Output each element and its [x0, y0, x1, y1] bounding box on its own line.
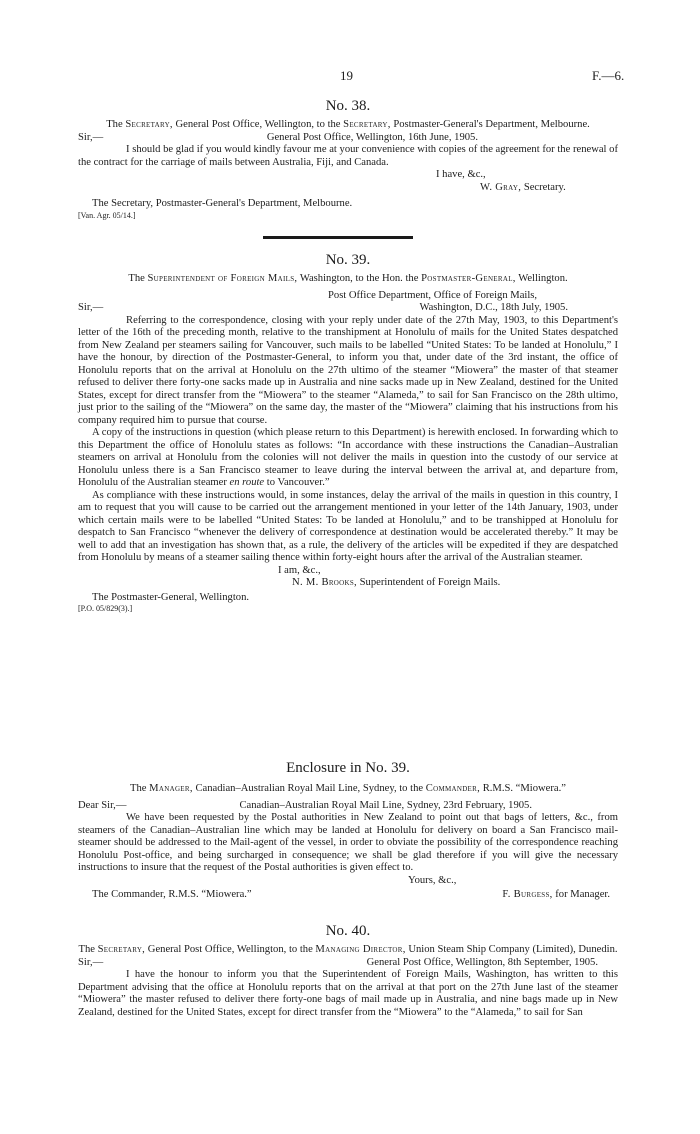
page-number: 19 [340, 68, 353, 83]
section-divider [263, 236, 413, 239]
place-date: General Post Office, Wellington, 16th June, 1905. [266, 131, 478, 143]
letter-body: I have the honour to inform you that the Superintendent of Foreign Mails, Washington, has written to this Department advising that the office at Honolulu reports that on the arrival at that port on the 27th June last of the steamer “Miowera” the master refused to deliver there forty-one bags of mail made up in Australia, and nine bags made up in New Zealand, destined for the United States, except for direct transfer from the “Miowera” to the “Alameda,” to sail for San [78, 969, 618, 1018]
place-date: General Post Office, Wellington, 8th September, 1905. [366, 956, 598, 968]
place-date: Canadian–Australian Royal Mail Line, Sydney, 23rd February, 1905. [239, 799, 532, 811]
letter-heading: The Secretary, General Post Office, Wellington, to the Secretary, Postmaster-General's Department, Melbourne. [106, 119, 590, 130]
signature: N. M. Brooks, Superintendent of Foreign Mails. [292, 577, 501, 588]
closing: I am, &c., [278, 564, 321, 576]
signature-line [78, 889, 618, 902]
letter-paragraph-3: As compliance with these instructions would, in some instances, delay the arrival of the mails in question in this country, I am to request that you will cause to be carried out the arrangement mentioned in your letter of the 14th January, 1903, under which certain mails were to be labelled “United States: To be landed at Honolulu,” and to be transhipped at Honolulu for despatch to San Francisco “whenever the delivery of correspondence at destination would be accelerated thereby.” It may be well to add that an investigation has shown that, as a rule, the delivery of the articles will be expedited if they are despatched from Honolulu by means of a steamer sailing thence within forty-eight hours after the arrival of the Australian steamer. [78, 489, 618, 563]
letter-no-40 [78, 923, 618, 1019]
salutation: Sir,— [78, 131, 104, 143]
letter-no-38 [78, 98, 618, 220]
letter-paragraph-2: A copy of the instructions in question (which please return to this Department) is herewith enclosed. In forwarding which to this Department the office of Honolulu states as follows: “In accordance with these instructions the Canadian–Australian steamers on arrival at Honolulu from the colonies will not deliver the mails in question into the custody of our service at Honolulu unless there is a San Francisco steamer to leave during the interval between the arrival at, and departure from, Honolulu of the Australian steamer en route to Vancouver.” [78, 427, 618, 488]
letter-body: I should be glad if you would kindly favour me at your convenience with copies of the agreement for the renewal of the contract for the carriage of mails between Australia, Fiji, and Canada. [78, 144, 618, 168]
letter-heading: The Manager, Canadian–Australian Royal Mail Line, Sydney, to the Commander, R.M.S. “Miowera.” [130, 783, 566, 794]
letter-number: No. 40. [325, 923, 371, 939]
letter-paragraph-1: Referring to the correspondence, closing with your reply under date of the 27th May, 1903, to this Department's letter of the 16th of the preceding month, relative to the transhipment at Honolulu of mails for the United States despatched from New Zealand per steamers sailing for Vancouver, such mails to be labelled “United States: To be landed at Honolulu,” I have the honour, by direction of the Postmaster-General, to inform you that, under date of the 3rd instant, the office of Honolulu reports that on the arrival at Honolulu on the 27th ultimo of the steamer “Miowera” the master of that steamer refused to deliver there forty-one sacks made up in Australia and nine sacks made up in New Zealand, destined for the United States, except for direct transfer from the “Miowera” to the steamer “Alameda,” to sail for San Francisco on the 28th ultimo, just prior to the sailing of the “Miowera” on the same day, the master of the “Miowera” claiming that his instructions from his company required him to pursue that course. [78, 314, 618, 426]
closing: Yours, &c., [408, 874, 457, 886]
closing: I have, &c., [436, 169, 486, 180]
salutation-line [78, 132, 618, 145]
place-date: Washington, D.C., 18th July, 1905. [419, 302, 568, 313]
file-reference: [Van. Agr. 05/14.] [78, 210, 136, 220]
signature: W. Gray, Secretary. [480, 181, 566, 193]
place-line-1: Post Office Department, Office of Foreign Mails, [328, 289, 538, 301]
addressee: The Secretary, Postmaster-General's Department, Melbourne. [92, 198, 353, 209]
salutation-line [78, 957, 618, 970]
addressee: The Postmaster-General, Wellington. [92, 591, 250, 603]
enclosure-no-39 [78, 760, 618, 902]
salutation: Dear Sir,— [78, 799, 127, 811]
letter-number: No. 39. [325, 252, 371, 268]
letter-heading: The Superintendent of Foreign Mails, Washington, to the Hon. the Postmaster-General, Wellington. [128, 273, 568, 284]
letter-no-39 [78, 252, 618, 613]
letter-number: No. 38. [325, 98, 371, 114]
letter-body: We have been requested by the Postal authorities in New Zealand to point out that bags of letters, &c., from steamers of the Canadian–Australian line which may be landed at Honolulu for delivery on board a San Francisco mail-steamer should be addressed to the Mail-agent of the vessel, in order to obviate the possibility of the correspondence reaching Honolulu Post-office, and being surcharged in consequence; we shall be glad therefore if you will give the necessary instructions to insure that the request of the Postal authorities is given effect to. [78, 812, 618, 873]
salutation-line [78, 800, 618, 813]
enclosure-title: Enclosure in No. 39. [286, 760, 410, 776]
letter-heading: The Secretary, General Post Office, Wellington, to the Managing Director, Union Steam Ship Company (Limited), Dunedin. [78, 944, 618, 955]
file-reference: [P.O. 05/829(3).] [78, 604, 133, 613]
addressee: The Commander, R.M.S. “Miowera.” [92, 889, 252, 900]
salutation: Sir,— [78, 956, 104, 968]
salutation-line [78, 302, 618, 315]
signature: F. Burgess, for Manager. [502, 889, 610, 900]
salutation: Sir,— [78, 302, 104, 313]
document-reference: F.—6. [592, 68, 625, 83]
